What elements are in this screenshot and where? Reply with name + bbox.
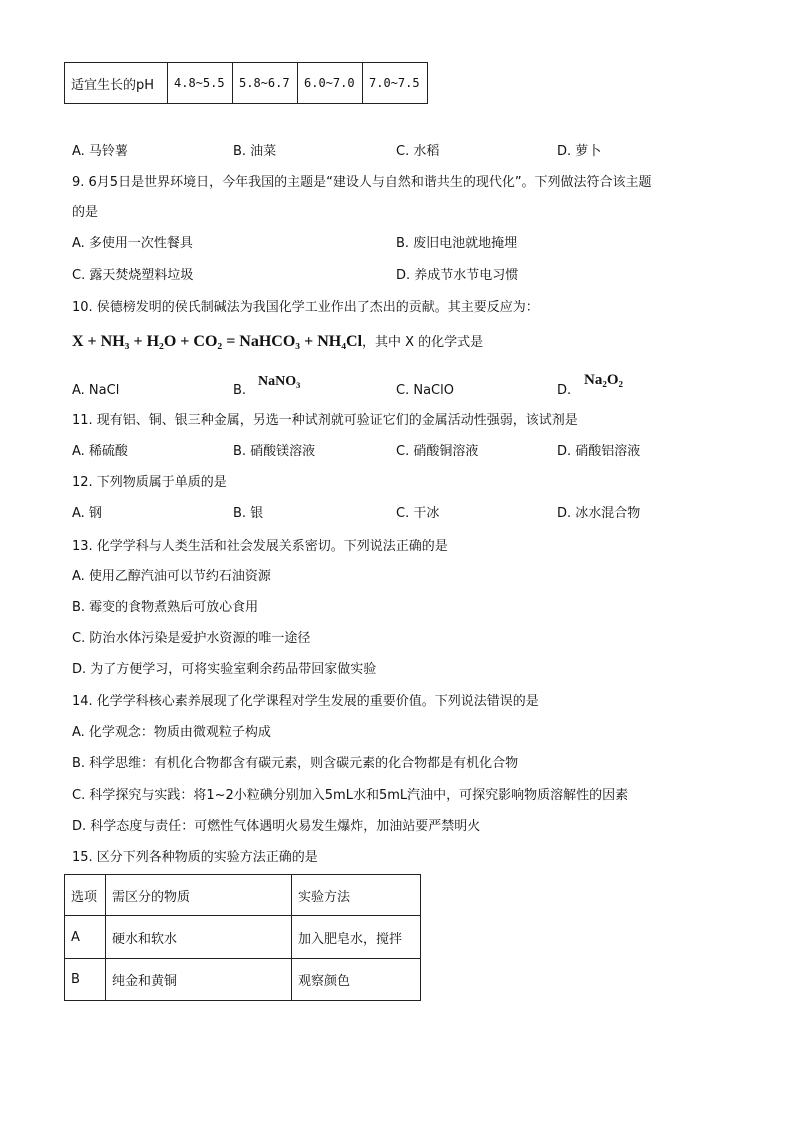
option: D. 萝卜: [557, 144, 602, 159]
chemical-equation: X + NH₃ + H₂O + CO₂ = NaHCO₃ + NH₄Cl: [72, 333, 363, 350]
option: C. 防治水体污染是爱护水资源的唯一途径: [72, 631, 311, 646]
table-cell: 观察颜色: [292, 959, 421, 1001]
option: D. 为了方便学习，可将实验室剩余药品带回家做实验: [72, 662, 377, 677]
table-cell: B: [65, 959, 106, 1001]
option: B. 银: [233, 506, 264, 521]
question-stem: 11. 现有铝、铜、银三种金属，另选一种试剂就可验证它们的金属活动性强弱，该试剂是: [72, 413, 578, 428]
option: A. 化学观念：物质由微观粒子构成: [72, 725, 271, 740]
option: D. 硝酸铝溶液: [557, 444, 641, 459]
ph-value: 7.0~7.5: [363, 63, 428, 104]
ph-value: 5.8~6.7: [233, 63, 298, 104]
option: C. 露天焚烧塑料垃圾: [72, 268, 194, 283]
option-formula: NaNO₃: [258, 374, 301, 389]
option: C. 水稻: [396, 144, 440, 159]
ph-label: 适宜生长的pH: [65, 63, 168, 104]
option: B. 废旧电池就地掩埋: [396, 236, 518, 251]
option: A. 钢: [72, 506, 102, 521]
table-cell: A: [65, 916, 106, 959]
question-stem: 15. 区分下列各种物质的实验方法正确的是: [72, 850, 318, 865]
question-stem: 9. 6月5日是世界环境日，今年我国的主题是“建设人与自然和谐共生的现代化”。下列做法符合该主题: [72, 175, 652, 190]
table-cell: 硬水和软水: [106, 916, 292, 959]
option: A. 稀硫酸: [72, 444, 128, 459]
option: C. 干冰: [396, 506, 440, 521]
option: D. 冰水混合物: [557, 506, 641, 521]
option: B. 霉变的食物煮熟后可放心食用: [72, 600, 259, 615]
question-stem: 的是: [72, 205, 99, 220]
option: A. 马铃薯: [72, 144, 128, 159]
option: A. NaCl: [72, 383, 120, 398]
question-stem: 10. 侯德榜发明的侯氏制碱法为我国化学工业作出了杰出的贡献。其主要反应为：: [72, 300, 539, 315]
option: A. 使用乙醇汽油可以节约石油资源: [72, 569, 271, 584]
table-header: 需区分的物质: [106, 875, 292, 916]
question-stem: 13. 化学学科与人类生活和社会发展关系密切。下列说法正确的是: [72, 539, 448, 554]
ph-table: [64, 62, 428, 104]
option: B. 油菜: [233, 144, 277, 159]
option: B.: [233, 383, 247, 398]
q15-table: [64, 874, 421, 1001]
question-tail: ，其中 X 的化学式是: [362, 335, 484, 350]
table-cell: 纯金和黄铜: [106, 959, 292, 1001]
ph-value: 4.8~5.5: [168, 63, 233, 104]
option: C. NaClO: [396, 383, 454, 398]
table-cell: 加入肥皂水，搅拌: [292, 916, 421, 959]
option: C. 科学探究与实践：将1~2小粒碘分别加入5mL水和5mL汽油中，可探究影响物质溶解性的因素: [72, 788, 629, 803]
option: D.: [557, 383, 572, 398]
table-header: 实验方法: [292, 875, 421, 916]
option: D. 养成节水节电习惯: [396, 268, 519, 283]
option: B. 科学思维：有机化合物都含有碳元素，则含碳元素的化合物都是有机化合物: [72, 756, 519, 771]
option: C. 硝酸铜溶液: [396, 444, 479, 459]
ph-value: 6.0~7.0: [298, 63, 363, 104]
option: D. 科学态度与责任：可燃性气体遇明火易发生爆炸，加油站要严禁明火: [72, 819, 481, 834]
table-header: 选项: [65, 875, 106, 916]
option-formula: Na₂O₂: [584, 372, 623, 388]
option: A. 多使用一次性餐具: [72, 236, 193, 251]
option: B. 硝酸镁溶液: [233, 444, 316, 459]
question-stem: 12. 下列物质属于单质的是: [72, 475, 227, 490]
question-stem: 14. 化学学科核心素养展现了化学课程对学生发展的重要价值。下列说法错误的是: [72, 694, 539, 709]
